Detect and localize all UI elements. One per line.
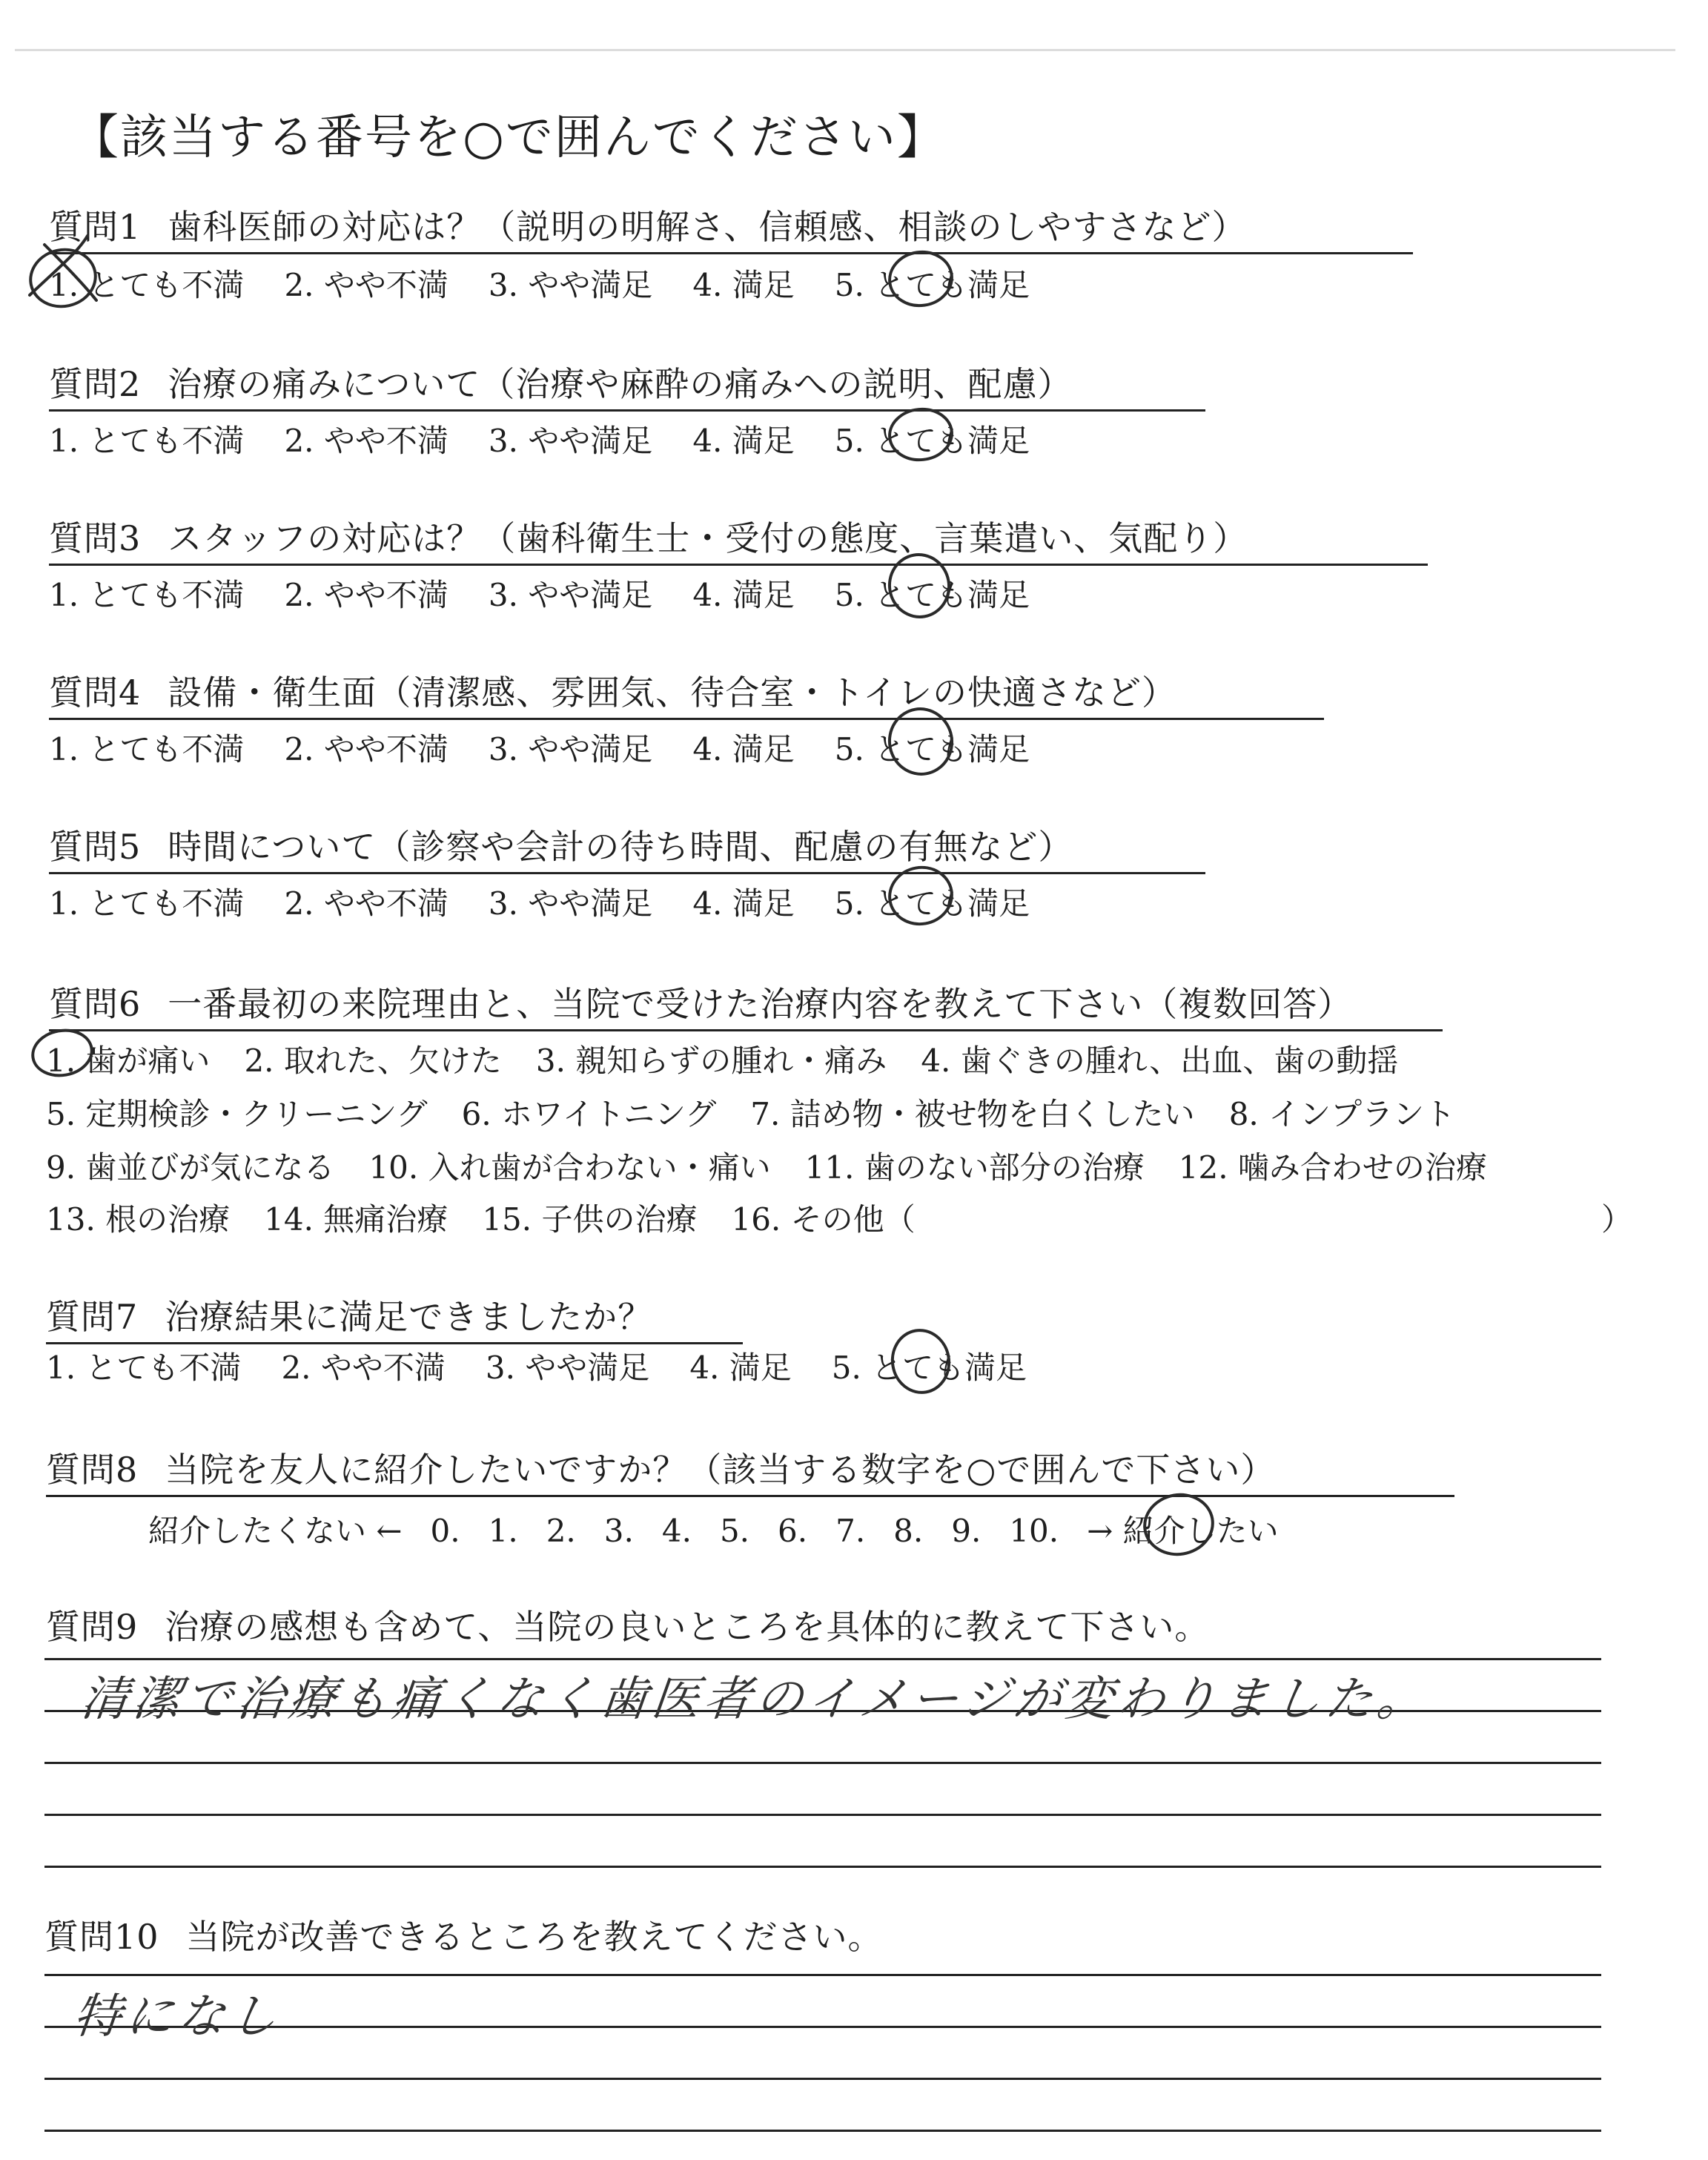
question-7-title xyxy=(46,1290,743,1344)
question-7-text: 治療結果に満足できましたか？ xyxy=(165,1297,653,1337)
question-2-number: 質問2 xyxy=(49,364,142,404)
q5-option-1[interactable]: 1. とても不満 xyxy=(49,885,245,922)
instruction-heading: 【該当する番号を○で囲んでください】 xyxy=(71,110,946,165)
question-2-text: 治療の痛みについて（治療や麻酔の痛みへの説明、配慮） xyxy=(168,364,1073,404)
question-8-title xyxy=(46,1443,1454,1497)
q8-option-3[interactable]: 3. xyxy=(603,1513,634,1549)
q6-option-6[interactable]: 6. ホワイトニング xyxy=(461,1096,717,1132)
q3-option-4[interactable]: 4. 満足 xyxy=(692,577,795,613)
q6-option-14[interactable]: 14. 無痛治療 xyxy=(264,1201,448,1238)
q8-left-label: 紹介したくない ← xyxy=(148,1513,403,1549)
q6-option-16[interactable]: 16. その他（ xyxy=(731,1201,916,1238)
q2-option-4[interactable]: 4. 満足 xyxy=(692,423,795,459)
q8-option-5[interactable]: 5. xyxy=(719,1513,750,1549)
q10-answer-line-3 xyxy=(44,2078,1601,2080)
q2-option-5[interactable]: 5. とても満足 xyxy=(834,423,1030,459)
question-5-text: 時間について（診察や会計の待ち時間、配慮の有無など） xyxy=(168,827,1073,867)
q6-option-2[interactable]: 2. 取れた、欠けた xyxy=(244,1043,502,1079)
question-6-row-3 xyxy=(46,1143,1521,1188)
q4-option-5[interactable]: 5. とても満足 xyxy=(834,731,1030,767)
q2-option-3[interactable]: 3. やや満足 xyxy=(488,423,653,459)
q8-option-1[interactable]: 1. xyxy=(488,1513,518,1549)
question-5-title xyxy=(49,820,1205,874)
q1-option-4[interactable]: 4. 満足 xyxy=(692,267,795,303)
q9-handwritten-answer[interactable]: 清潔で治療も痛くなく歯医者のイメージが変わりました。 xyxy=(78,1672,1432,1727)
question-8-number: 質問8 xyxy=(46,1450,139,1490)
q7-option-1[interactable]: 1. とても不満 xyxy=(46,1350,242,1386)
question-7-options xyxy=(46,1344,1067,1388)
question-3-text: スタッフの対応は？（歯科衛生士・受付の態度、言葉遣い、気配り） xyxy=(168,518,1248,558)
q9-answer-line-3 xyxy=(44,1762,1601,1764)
q6-option-4[interactable]: 4. 歯ぐきの腫れ、出血、歯の動揺 xyxy=(921,1043,1399,1079)
q5-option-5[interactable]: 5. とても満足 xyxy=(834,885,1030,922)
question-4-title xyxy=(49,666,1324,720)
q10-answer-line-1 xyxy=(44,1974,1601,1976)
q9-answer-line-1 xyxy=(44,1658,1601,1660)
q8-option-0[interactable]: 0. xyxy=(430,1513,460,1549)
q5-option-4[interactable]: 4. 満足 xyxy=(692,885,795,922)
question-6-number: 質問6 xyxy=(49,984,142,1024)
q6-option-9[interactable]: 9. 歯並びが気になる xyxy=(46,1149,335,1186)
question-10-text: 当院が改善できるところを教えてください。 xyxy=(185,1917,883,1957)
q4-option-2[interactable]: 2. やや不満 xyxy=(284,731,448,767)
q8-right-label: → 紹介したい xyxy=(1087,1513,1279,1549)
q6-option-13[interactable]: 13. 根の治療 xyxy=(46,1201,231,1238)
question-6-row-4 xyxy=(46,1195,950,1240)
q5-option-3[interactable]: 3. やや満足 xyxy=(488,885,653,922)
q6-option-5[interactable]: 5. 定期検診・クリーニング xyxy=(46,1096,428,1132)
question-1-text: 歯科医師の対応は？（説明の明解さ、信頼感、相談のしやすさなど） xyxy=(168,207,1247,247)
question-5-number: 質問5 xyxy=(49,827,142,867)
q8-option-8[interactable]: 8. xyxy=(893,1513,924,1549)
q6-option-1[interactable]: 1. 歯が痛い xyxy=(46,1043,211,1079)
q10-answer-line-4 xyxy=(44,2130,1601,2132)
q6-option-8[interactable]: 8. インプラント xyxy=(1228,1096,1456,1132)
q8-option-6[interactable]: 6. xyxy=(778,1513,808,1549)
q6-option-7[interactable]: 7. 詰め物・被せ物を白くしたい xyxy=(750,1096,1195,1132)
question-2-options xyxy=(49,417,1070,461)
q6-option-3[interactable]: 3. 親知らずの腫れ・痛み xyxy=(535,1043,887,1079)
question-6-row-1 xyxy=(46,1037,1432,1081)
top-rule xyxy=(15,49,1675,51)
question-9-text: 治療の感想も含めて、当院の良いところを具体的に教えて下さい。 xyxy=(165,1607,1210,1647)
q3-option-5[interactable]: 5. とても満足 xyxy=(834,577,1030,613)
q2-option-2[interactable]: 2. やや不満 xyxy=(284,423,448,459)
question-4-text: 設備・衛生面（清潔感、雰囲気、待合室・トイレの快適さなど） xyxy=(168,673,1176,713)
q3-option-2[interactable]: 2. やや不満 xyxy=(284,577,448,613)
question-9-number: 質問9 xyxy=(46,1607,139,1647)
q7-option-5[interactable]: 5. とても満足 xyxy=(831,1350,1027,1386)
q6-option-10[interactable]: 10. 入れ歯が合わない・痛い xyxy=(368,1149,771,1186)
question-3-options xyxy=(49,571,1070,615)
q8-option-4[interactable]: 4. xyxy=(661,1513,692,1549)
q6-option-15[interactable]: 15. 子供の治療 xyxy=(482,1201,698,1238)
q6-option-11[interactable]: 11. 歯のない部分の治療 xyxy=(804,1149,1145,1186)
question-1-number: 質問1 xyxy=(49,207,142,247)
q1-option-5[interactable]: 5. とても満足 xyxy=(834,267,1030,303)
q1-option-2[interactable]: 2. やや不満 xyxy=(284,267,448,303)
question-6-text: 一番最初の来院理由と、当院で受けた治療内容を教えて下さい（複数回答） xyxy=(168,984,1353,1024)
q4-option-4[interactable]: 4. 満足 xyxy=(692,731,795,767)
question-8-scale xyxy=(148,1507,1307,1551)
q3-option-1[interactable]: 1. とても不満 xyxy=(49,577,245,613)
q6-option-12[interactable]: 12. 噛み合わせの治療 xyxy=(1178,1149,1487,1186)
q9-answer-line-4 xyxy=(44,1814,1601,1816)
q9-answer-line-5 xyxy=(44,1866,1601,1868)
q5-option-2[interactable]: 2. やや不満 xyxy=(284,885,448,922)
q3-option-3[interactable]: 3. やや満足 xyxy=(488,577,653,613)
question-2-title xyxy=(49,357,1205,412)
q8-option-9[interactable]: 9. xyxy=(951,1513,982,1549)
question-10-number: 質問10 xyxy=(44,1917,159,1957)
question-10-title xyxy=(44,1910,883,1959)
question-8-text: 当院を友人に紹介したいですか？（該当する数字を○で囲んで下さい） xyxy=(165,1450,1276,1490)
q1-option-3[interactable]: 3. やや満足 xyxy=(488,267,653,303)
q8-option-10[interactable]: 10. xyxy=(1009,1513,1059,1549)
question-1-title xyxy=(49,200,1413,254)
q7-option-3[interactable]: 3. やや満足 xyxy=(485,1350,650,1386)
question-4-options xyxy=(49,725,1070,770)
question-7-number: 質問7 xyxy=(46,1297,139,1337)
q6-other-close-paren: ） xyxy=(1601,1201,1633,1238)
q7-option-4[interactable]: 4. 満足 xyxy=(689,1350,792,1386)
question-6-title xyxy=(49,977,1443,1031)
question-4-number: 質問4 xyxy=(49,673,142,713)
question-1-options xyxy=(49,261,1070,305)
q4-option-1[interactable]: 1. とても不満 xyxy=(49,731,245,767)
question-3-number: 質問3 xyxy=(49,518,142,558)
q8-option-7[interactable]: 7. xyxy=(835,1513,866,1549)
question-5-options xyxy=(49,879,1070,924)
question-6-row-2 xyxy=(46,1090,1489,1135)
q10-handwritten-answer[interactable]: 特になし xyxy=(70,1989,285,2044)
question-3-title xyxy=(49,512,1428,566)
q1-option-1[interactable]: 1. とても不満 xyxy=(49,267,245,303)
q8-option-2[interactable]: 2. xyxy=(546,1513,576,1549)
q4-option-3[interactable]: 3. やや満足 xyxy=(488,731,653,767)
q7-option-2[interactable]: 2. やや不満 xyxy=(281,1350,446,1386)
q2-option-1[interactable]: 1. とても不満 xyxy=(49,423,245,459)
question-9-title xyxy=(46,1600,1209,1649)
